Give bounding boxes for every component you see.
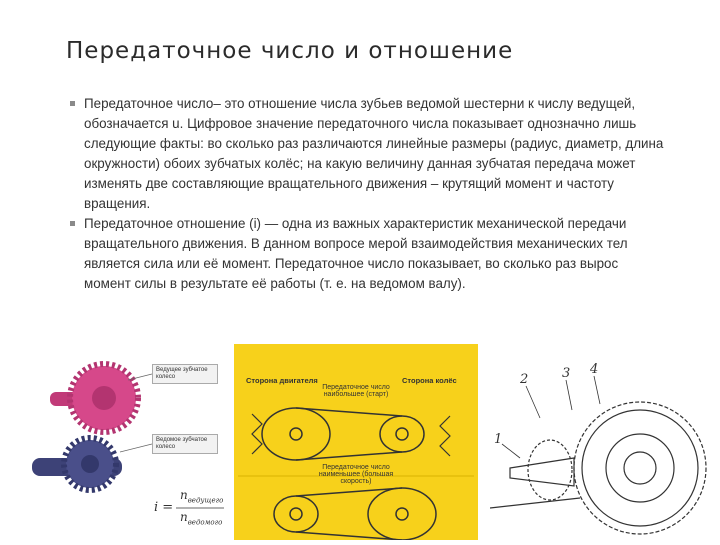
label-driven-gear: Ведомое зубчатое колесо <box>152 434 218 454</box>
wheel-side-label: Сторона колёс <box>402 376 457 385</box>
slide-title: Передаточное число и отношение <box>66 38 514 64</box>
differential-figure <box>490 358 720 540</box>
formula-denominator-n: n <box>180 510 188 524</box>
pulley-top-icon <box>252 408 450 460</box>
top-ratio-caption: Передаточное число наибольшее (старт) <box>322 384 390 398</box>
formula-i: i = <box>154 500 174 515</box>
engine-side-label: Сторона двигателя <box>246 376 318 385</box>
illustrations <box>0 340 720 540</box>
variator-figure <box>234 344 478 540</box>
part-label-2: 2 <box>520 372 529 387</box>
formula-denominator <box>180 510 222 526</box>
bottom-ratio-caption: Передаточное число наименьшее (большая скорость) <box>318 464 394 485</box>
formula-denominator-sub: ведомого <box>187 518 223 527</box>
part-label-3: 3 <box>562 366 571 381</box>
formula-numerator-n: n <box>180 488 188 502</box>
bullet-transmission-ratio: Передаточное отношение (i) — одна из важных характеристик механической передачи вращательного движения. В данном вопросе мерой взаимодействия механических тел является сила или её момент. Передаточное число показывает, во сколько раз вырос момент силы в результате её работы (т. е. на ведомом валу). <box>68 214 668 294</box>
bullet-gear-ratio: Передаточное число– это отношение числа зубьев ведомой шестерни к числу ведущей, обозначается u. Цифровое значение передаточного числа показывает однозначно лишь следующие факты: во сколько раз различаются линейные размеры (радиус, диаметр, длина окружности) обоих зубчатых колёс; на какую величину данная зубчатая передача может изменять две составляющие вращательного движения – крутящий момент и частоту вращения. <box>68 94 668 214</box>
pulley-bottom-icon <box>274 488 436 540</box>
formula-numerator <box>180 488 223 504</box>
part-label-4: 4 <box>590 362 599 377</box>
formula-numerator-sub: ведущего <box>187 496 224 505</box>
driven-gear-icon <box>32 438 122 490</box>
driving-gear-icon <box>50 364 138 432</box>
differential-gear-icon <box>490 402 706 534</box>
variator-drawing <box>234 344 478 540</box>
gear-pair-figure <box>28 340 228 540</box>
part-label-1: 1 <box>494 432 503 447</box>
slide-content <box>68 94 668 294</box>
label-driving-gear: Ведущее зубчатое колесо <box>152 364 218 384</box>
